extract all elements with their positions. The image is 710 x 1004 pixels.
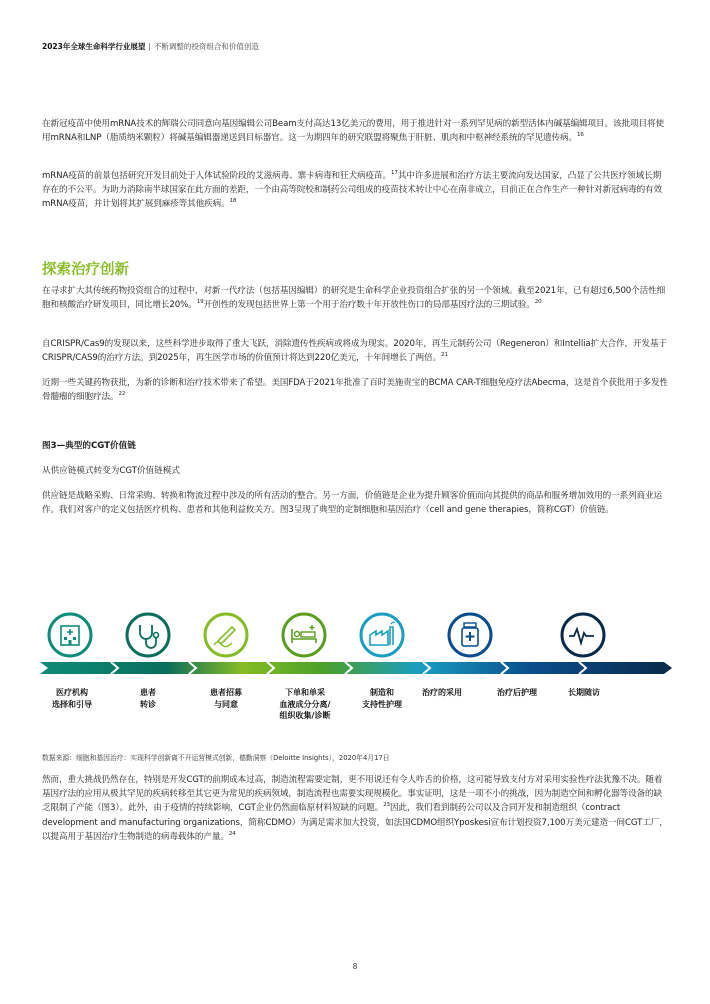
paragraph-challenges: 然而，重大挑战仍然存在，特别是开发CGT的前期成本过高，制造流程需要定制，更不用说还有令人咋舌的价格，这可能导致支付方对采用实验性疗法犹豫不决。随着基因疗法的应用从极其罕见的疾病转移至其它更为常见的疾病领域，制造流程也需要实现规模化。事实证明，这是一项不小的挑战，因为制造空间和孵化器等设备的缺乏限制了产能（图3）。此外，由于疫情的持续影响，CGT企业仍然面临原材料短缺的问题。$^{23}$因此，我们看到制药公司以及合同开发和制造组织（contract development and manufacturing organizations，简称CDMO）为满足需求加大投资，如法国CDMO组织Yposkesi宣布计划投资7,100万美元建造一间CGT工厂，以提高用于基因治疗生物制造的病毒载体的产量。$^{24}$ [42,775,668,842]
paragraph-pfizer-beam: 在新冠疫苗中使用mRNA技术的辉瑞公司同意向基因编辑公司Beam支付高达13亿美元的费用，用于推进针对一系列罕见病的新型活体内碱基编辑项目。该批项目将使用mRNA和LNP（脂质纳米颗粒）将碱基编辑器递送到目标器官。这一为期四年的研究联盟将聚焦于肝脏、肌肉和中枢神经系统的罕见遗传病。$^{16}$ [42,119,664,144]
stage-label-long-term-followup: 长期随访 [568,688,600,697]
footnote-ref: 20 [534,299,542,306]
heartbeat-icon [562,614,604,656]
stage-label-patient-referral: 患者 转诊 [140,688,156,709]
paragraph-approvals: 近期一些关键药物获批，为新的诊断和治疗技术带来了希望。美国FDA于2021年批准了百时美施贵宝的BCMA CAR-T细胞免疫疗法Abecma，这是首个获批用于多发性骨髓瘤的细胞疗法。$^{22}$ [42,378,668,403]
stage-label-manufacturing: 制造和 支持性护理 [362,688,402,709]
footnote-ref: 17 [391,170,398,177]
stage-label-recruitment-consent: 患者招募 与同意 [210,688,242,709]
footnote-ref: 21 [441,352,448,359]
paragraph-supply-chain: 供应链是战略采购、日常采购、转换和物流过程中涉及的所有活动的整合。另一方面，价值链是企业为提升顾客价值而向其提供的商品和服务增加效用的一系列商业运作。我们对客户的定义包括医疗机构、患者和其他利益攸关方。图3呈现了典型的定制细胞和基因治疗（cell and gene therapies，简称CGT）价值链。 [42,491,663,516]
report-title: 2023年全球生命科学行业展望 [42,42,146,51]
footnote-ref: 23 [383,802,390,809]
section-title: 探索治疗创新 [42,262,129,278]
medicine-bottle-icon [449,614,491,656]
value-chain-arrow-band [40,662,672,674]
stage-label-post-treatment-care: 治疗后护理 [497,688,537,697]
paragraph-mrna-vaccines: mRNA疫苗的前景包括研究开发目前处于人体试验阶段的艾滋病毒、寨卡病毒和狂犬病疫苗。$^{17}$其中许多进展和治疗方法主要流向发达国家，凸显了公共医疗领域长期存在的不公平。为助力消除南半球国家在此方面的差距，一个由高等院校和制药公司组成的疫苗技术转让中心在南非成立，目前正在合作生产一种针对新冠病毒的有效mRNA疫苗，并计划将其扩展到麻疹等其他疾病。$^{18}$ [42,170,663,210]
stage-label-treatment-adoption: 治疗的采用 [422,688,462,697]
paragraph-next-gen-therapies: 在寻求扩大其传统药物投资组合的过程中，对新一代疗法（包括基因编辑）的研究是生命科学企业投资组合扩张的另一个领域。截至2021年，已有超过6,500个活性细胞和核酸治疗研发项目，同比增长20%。$^{19}$开创性的发现包括世界上第一个用于治疗数十年开放性伤口的局部基因疗法的三期试验。$^{20}$ [42,286,666,311]
page-header [42,41,259,52]
page-number: 8 [352,962,358,971]
header-separator: | [148,42,151,51]
stage-label-institution-selection: 医疗机构 选择和引导 [52,688,92,709]
footnote-ref: 22 [118,391,126,398]
stage-label-ordering-collection: 下单和单采 血液成分分离/ 组织收集/诊断 [279,688,331,720]
factory-icon [361,614,403,656]
hospital-bed-icon [283,614,325,656]
report-subtitle: 不断调整的投资组合和价值创造 [153,42,259,51]
figure-subtitle: 从供应链模式转变为CGT价值链模式 [42,466,180,476]
footnote-ref: 19 [196,299,204,306]
footnote-ref: 16 [577,132,584,139]
stethoscope-icon [127,614,169,656]
cgt-value-chain-diagram [0,605,710,735]
footnote-ref: 24 [228,830,236,837]
footnote-ref: 18 [229,198,237,205]
hospital-icon [49,614,91,656]
signing-pen-icon [205,614,247,656]
figure-title: 图3—典型的CGT价值链 [42,441,136,451]
paragraph-crispr: 自CRISPR/Cas9的发现以来，这些科学进步取得了重大飞跃，消除遗传性疾病或将成为现实。2020年，再生元制药公司（Regeneron）和Intellia扩大合作，开发基于CRISPR/CAS9的治疗方法。到2025年，再生医学市场的价值预计将达到220亿美元，十年间增长了两倍。$^{21}$ [42,339,668,364]
value-chain-graphic [0,605,710,685]
figure-source: 数据来源：细胞和基因治疗：实现科学创新离不开运营模式创新，德勤洞察（Deloitte Insights），2020年4月17日 [42,754,390,762]
